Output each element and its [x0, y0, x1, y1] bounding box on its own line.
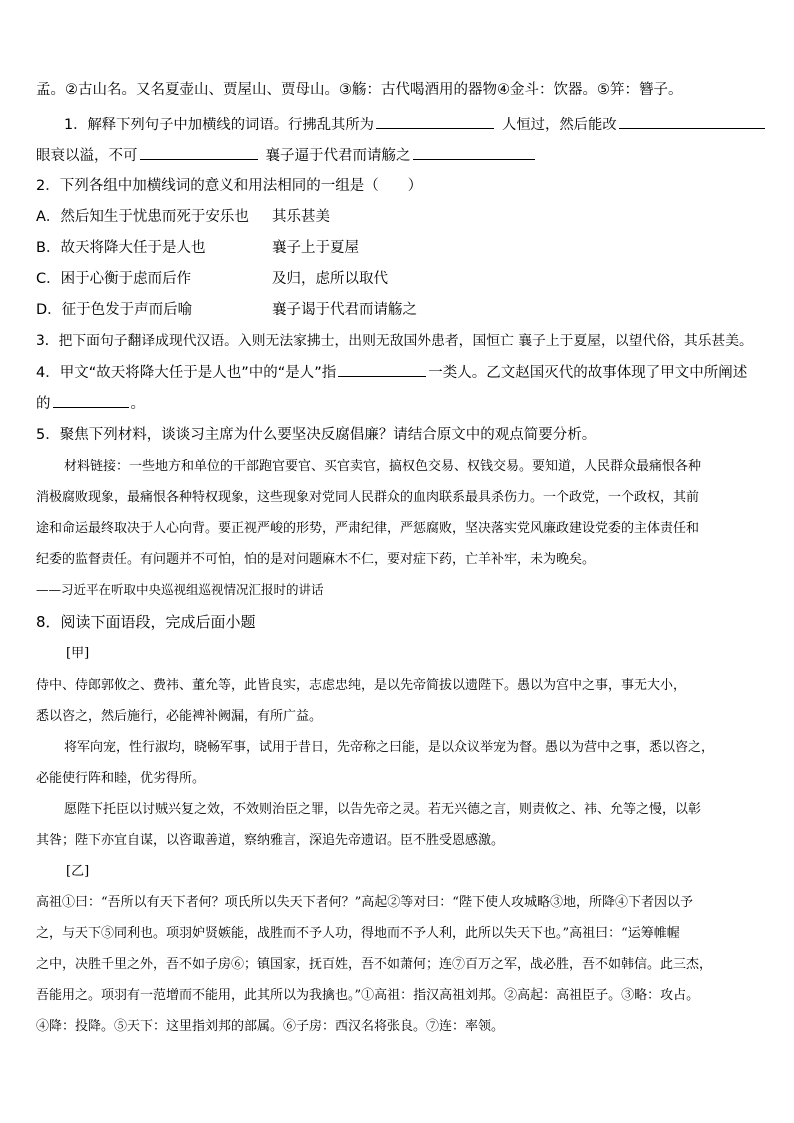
option-c-pair: 及归，虑所以取代 — [272, 271, 388, 287]
passage-yi-line: 之，与天下⑤同利也。项羽妒贤嫉能，战胜而不予人功，得地而不予人利，此所以失天下也。”高祖曰：“运筹帷幄 — [36, 926, 680, 941]
passage-yi-line: 高祖①曰：“吾所以有天下者何？项氏所以失天下者何？”高起②等对曰：“陛下使人攻城略③地，所降④下者因以予 — [36, 895, 693, 910]
answer-blank[interactable] — [53, 393, 129, 408]
question-2: 2．下列各组中加横线词的意义和用法相同的一组是（ ） — [36, 178, 423, 194]
material-paragraph: 途和命运最终取决于人心向背。要正视严峻的形势，严肃纪律，严惩腐败，坚决落实党风廉政建设党委的主体责任和 — [36, 521, 700, 536]
passage-yi-line: 吾能用之。项羽有一范增而不能用，此其所以为我擒也。”①高祖：指汉高祖刘邦。②高起：高祖臣子。③略：攻占。 — [36, 988, 700, 1003]
option-a-pair: 其乐甚美 — [272, 209, 330, 225]
question-5: 5．聚焦下列材料，谈谈习主席为什么要坚决反腐倡廉？请结合原文中的观点简要分析。 — [36, 427, 597, 443]
material-paragraph: 纪委的监督责任。有问题并不可怕，怕的是对问题麻木不仁，要对症下药，亡羊补牢，未为晚矣。 — [36, 552, 596, 567]
passage-jia-line: 愿陛下托臣以讨贼兴复之效，不效则治臣之罪，以告先帝之灵。若无兴德之言，则责攸之、祎、允等之慢，以彰 — [64, 802, 702, 817]
answer-blank[interactable] — [140, 145, 258, 160]
option-a: A．然后知生于忧患而死于安乐也 — [36, 209, 249, 225]
question-3: 3．把下面句子翻译成现代汉语。入则无法家拂士，出则无敌国外患者，国恒亡 襄子上于夏屋，以望代俗，其乐甚美。 — [36, 333, 753, 349]
passage-yi-line: 之中，决胜千里之外，吾不如子房⑥；镇国家，抚百姓，吾不如萧何；连⑦百万之军，战必胜，吾不如韩信。此三杰， — [36, 957, 713, 972]
option-c: C．困于心衡于虑而后作 — [36, 271, 192, 287]
question-4-continued: 的 。 — [36, 393, 145, 414]
question-1: 1．解释下列句子中加横线的词语。行拂乱其所为 人恒过，然后能改 — [64, 114, 765, 135]
answer-blank[interactable] — [338, 362, 426, 377]
material-paragraph: 材料链接：一些地方和单位的干部跑官要官、买官卖官，搞权色交易、权钱交易。要知道，人民群众最痛恨各种 — [64, 459, 702, 474]
question-4: 4．甲文“故天将降大任于是人也”中的“是人”指 一类人。乙文赵国灭代的故事体现了甲文中所阐述 — [36, 362, 747, 383]
section-label-yi: [乙] — [66, 864, 90, 879]
material-paragraph: 消极腐败现象，最痛恨各种特权现象，这些现象对党同人民群众的血肉联系最具杀伤力。一个政党，一个政权，其前 — [36, 490, 700, 505]
section-label-jia: [甲] — [66, 646, 90, 661]
question-8: 8．阅读下面语段，完成后面小题 — [36, 613, 256, 631]
passage-jia-line: 悉以咨之，然后施行，必能裨补阙漏，有所广益。 — [36, 709, 323, 724]
passage-jia-line: 必能使行阵和睦，优劣得所。 — [36, 771, 206, 786]
passage-jia-line: 将军向宠，性行淑均，晓畅军事，试用于昔日，先帝称之曰能，是以众议举宠为督。愚以为营中之事，悉以咨之， — [64, 740, 715, 755]
option-d-pair: 襄子谒于代君而请觞之 — [272, 302, 417, 318]
question-1-continued: 眼衰以溢，不可 襄子逼于代君而请觞之 — [36, 145, 535, 166]
passage-jia-line: 其咎；陛下亦宜自谋，以咨诹善道，察纳雅言，深追先帝遗诏。臣不胜受恩感激。 — [36, 833, 505, 848]
answer-blank[interactable] — [619, 114, 765, 129]
footnote-line: 孟。②古山名。又名夏壶山、贾屋山、贾母山。③觞：古代喝酒用的器物④金斗：饮器。⑤笄：簪子。 — [36, 82, 683, 98]
option-d: D．征于色发于声而后喻 — [36, 302, 193, 318]
answer-blank[interactable] — [376, 114, 494, 129]
option-b-pair: 襄子上于夏屋 — [272, 240, 359, 256]
passage-yi-notes: ④降：投降。⑤天下：这里指刘邦的部属。⑥子房：西汉名将张良。⑦连：率领。 — [36, 1019, 505, 1034]
answer-blank[interactable] — [413, 145, 535, 160]
option-b: B．故天将降大任于是人也 — [36, 240, 206, 256]
passage-jia-line: 侍中、侍郎郭攸之、费祎、董允等，此皆良实，志虑忠纯，是以先帝简拔以遗陛下。愚以为宫中之事，事无大小， — [36, 678, 687, 693]
material-source: ——习近平在听取中央巡视组巡视情况汇报时的讲话 — [36, 582, 324, 597]
